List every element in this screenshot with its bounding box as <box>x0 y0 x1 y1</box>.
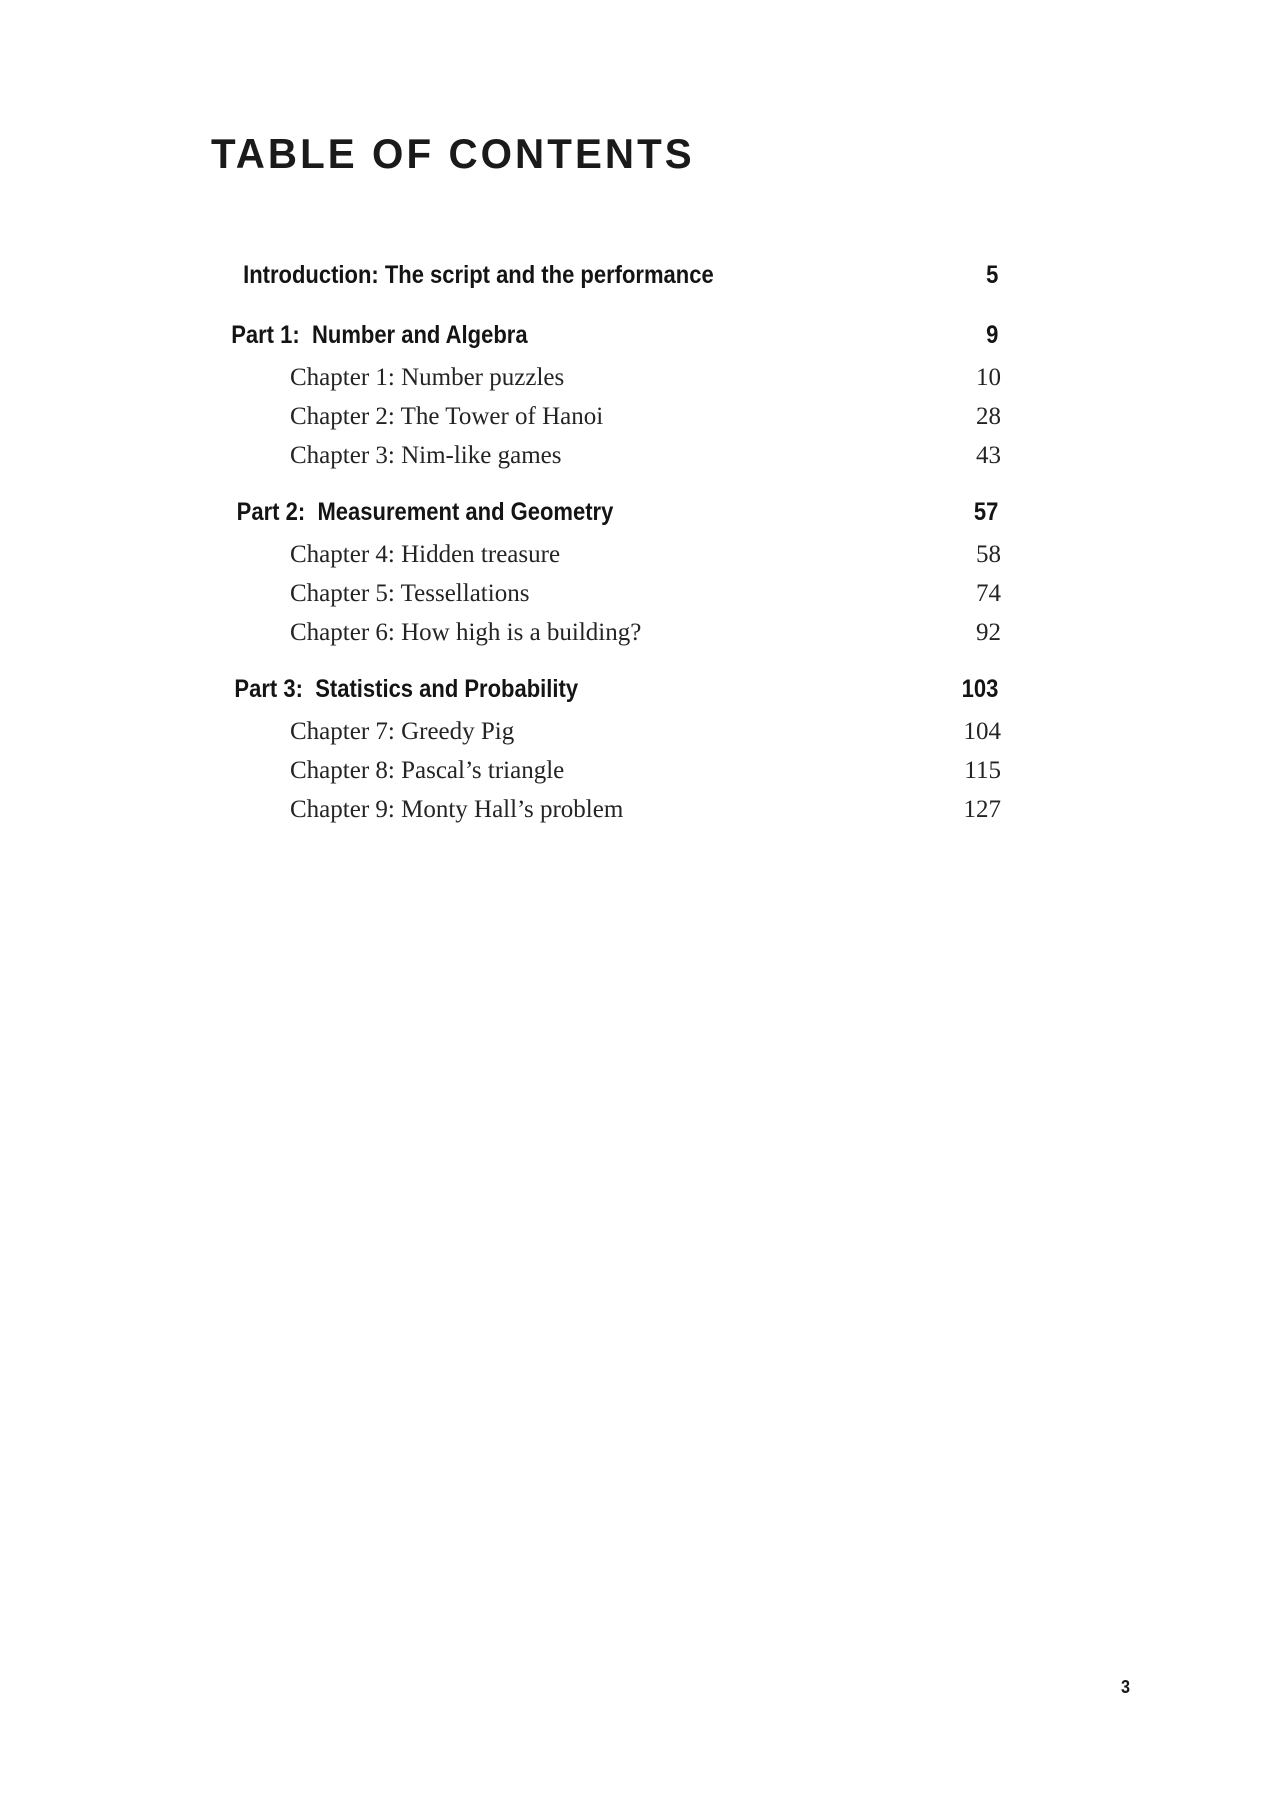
toc-entry-title <box>290 751 564 790</box>
toc-entry-title-text: Chapter 1: Number puzzles <box>290 364 565 391</box>
table-of-contents-list <box>211 252 1001 829</box>
toc-entry-page-number: 103 <box>961 675 999 703</box>
toc-entry-title-text: Number and Algebra <box>312 321 528 349</box>
toc-entry-title-text: Chapter 3: Nim-like games <box>290 442 562 469</box>
toc-part-row[interactable] <box>211 489 1001 535</box>
page-folio-number: 3 <box>1120 1677 1130 1697</box>
page-title: TABLE OF CONTENTS <box>211 130 695 178</box>
toc-entry-page-number: 57 <box>973 498 999 526</box>
toc-entry-page-number: 92 <box>976 619 1001 646</box>
toc-part-row[interactable] <box>211 312 1001 358</box>
toc-entry-page-number: 104 <box>963 718 1001 745</box>
toc-entry-title-text: Chapter 7: Greedy Pig <box>290 718 515 745</box>
toc-entry-label: Part 1: <box>231 321 300 349</box>
toc-chapter-row[interactable] <box>211 358 1001 397</box>
toc-entry-title-text: Chapter 5: Tessellations <box>290 580 530 607</box>
toc-chapter-row[interactable] <box>211 751 1001 790</box>
toc-entry-page-number: 10 <box>976 364 1001 391</box>
toc-entry-label: Part 2: <box>236 498 306 526</box>
toc-chapter-row[interactable] <box>211 613 1001 652</box>
toc-entry-page-number: 58 <box>976 541 1001 568</box>
toc-entry-title <box>290 358 564 397</box>
toc-entry-title-text: Chapter 2: The Tower of Hanoi <box>290 403 604 430</box>
toc-entry-title <box>290 613 641 652</box>
toc-chapter-row[interactable] <box>211 790 1001 829</box>
toc-entry-page-number: 74 <box>976 580 1001 607</box>
toc-entry-title <box>290 436 561 475</box>
toc-entry-title-text: Chapter 8: Pascal’s triangle <box>290 757 565 784</box>
toc-entry-title-text: Chapter 6: How high is a building? <box>290 619 642 646</box>
toc-entry-title-text: Statistics and Probability <box>315 675 579 703</box>
toc-entry-title <box>234 666 578 712</box>
toc-entry-title <box>237 489 614 535</box>
toc-part-row[interactable] <box>211 666 1001 712</box>
toc-entry-title-text: Chapter 4: Hidden treasure <box>290 541 561 568</box>
toc-chapter-row[interactable] <box>211 397 1001 436</box>
toc-entry-title-text: Chapter 9: Monty Hall’s problem <box>290 796 624 823</box>
toc-chapter-row[interactable] <box>211 436 1001 475</box>
toc-entry-title-text: Measurement and Geometry <box>317 498 614 526</box>
toc-entry-page-number: 43 <box>976 442 1001 469</box>
toc-entry-page-number: 115 <box>964 757 1001 784</box>
toc-entry-title <box>231 312 527 358</box>
toc-introduction-row[interactable] <box>211 252 1001 298</box>
toc-entry-page-number: 28 <box>976 403 1001 430</box>
toc-entry-page-number: 127 <box>963 796 1001 823</box>
toc-entry-title <box>290 397 603 436</box>
toc-chapter-row[interactable] <box>211 712 1001 751</box>
toc-entry-title-text: Introduction: The script and the performance <box>243 261 714 289</box>
toc-entry-page-number: 5 <box>986 261 999 289</box>
toc-entry-title <box>290 790 623 829</box>
toc-chapter-row[interactable] <box>211 574 1001 613</box>
toc-entry-title <box>290 712 514 751</box>
toc-entry-page-number: 9 <box>986 321 999 349</box>
toc-entry-title <box>243 252 714 298</box>
toc-entry-title <box>290 535 560 574</box>
toc-chapter-row[interactable] <box>211 535 1001 574</box>
toc-entry-label: Part 3: <box>234 675 303 703</box>
toc-entry-title <box>290 574 529 613</box>
